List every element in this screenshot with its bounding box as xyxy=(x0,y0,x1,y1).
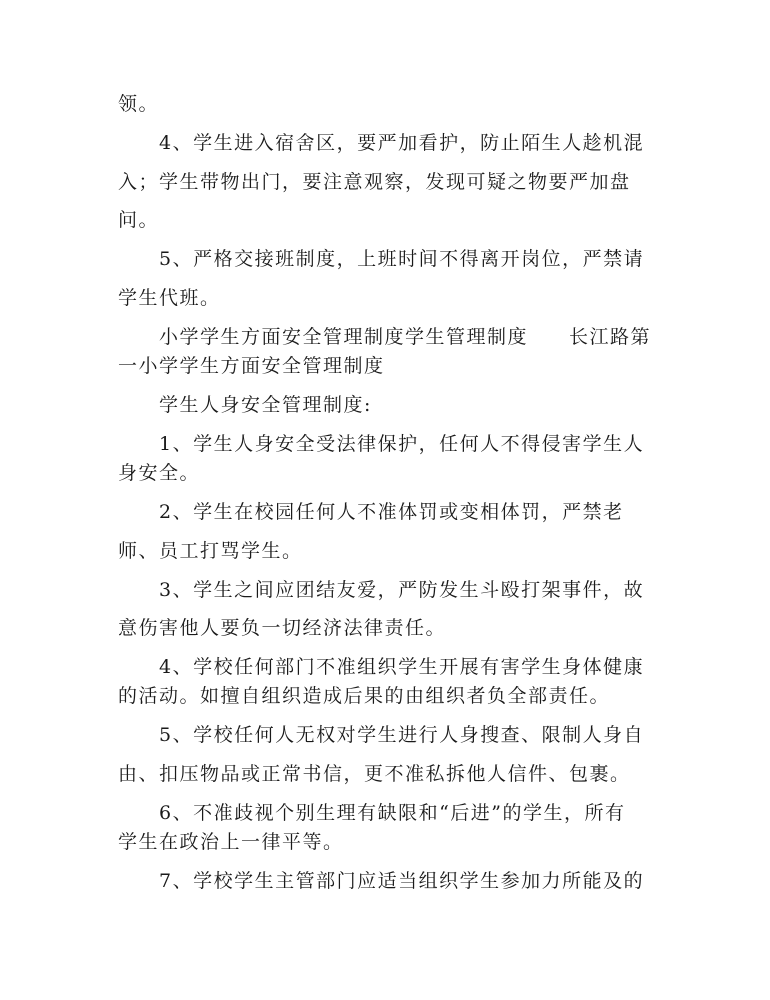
text-line: 4、学生进入宿舍区，要严加看护，防止陌生人趁机混 xyxy=(159,132,645,154)
text-line: 4、学校任何部门不准组织学生开展有害学生身体健康 xyxy=(159,656,645,678)
text-line: 领。 xyxy=(118,93,160,115)
text-line: 学生在政治上一律平等。 xyxy=(118,831,344,853)
text-line: 身安全。 xyxy=(118,462,201,484)
text-line: 学生代班。 xyxy=(118,287,221,309)
text-line: 的活动。如擅自组织造成后果的由组织者负全部责任。 xyxy=(118,685,611,707)
text-line: 师、员工打骂学生。 xyxy=(118,540,303,562)
text-line: 3、学生之间应团结友爱，严防发生斗殴打架事件，故 xyxy=(159,579,645,601)
text-line: 1、学生人身安全受法律保护，任何人不得侵害学生人 xyxy=(159,433,645,455)
text-line: 意伤害他人要负一切经济法律责任。 xyxy=(118,617,447,639)
text-line: 入；学生带物出门，要注意观察，发现可疑之物要严加盘 xyxy=(118,171,631,193)
text-line: 5、学校任何人无权对学生进行人身搜查、限制人身自 xyxy=(159,724,645,746)
text-line: 2、学生在校园任何人不准体罚或变相体罚，严禁老 xyxy=(159,501,624,523)
text-line: 由、扣压物品或正常书信，更不准私拆他人信件、包裹。 xyxy=(118,763,631,785)
text-line: 小学学生方面安全管理制度学生管理制度 长江路第 xyxy=(159,326,652,348)
text-line: 6、不准歧视个别生理有缺限和“后进”的学生，所有 xyxy=(159,802,626,824)
text-line: 问。 xyxy=(118,209,160,231)
text-line: 7、学校学生主管部门应适当组织学生参加力所能及的 xyxy=(159,870,645,892)
text-line: 学生人身安全管理制度: xyxy=(159,394,372,416)
text-line: 5、严格交接班制度，上班时间不得离开岗位，严禁请 xyxy=(159,248,645,270)
text-line: 一小学学生方面安全管理制度 xyxy=(118,355,385,377)
